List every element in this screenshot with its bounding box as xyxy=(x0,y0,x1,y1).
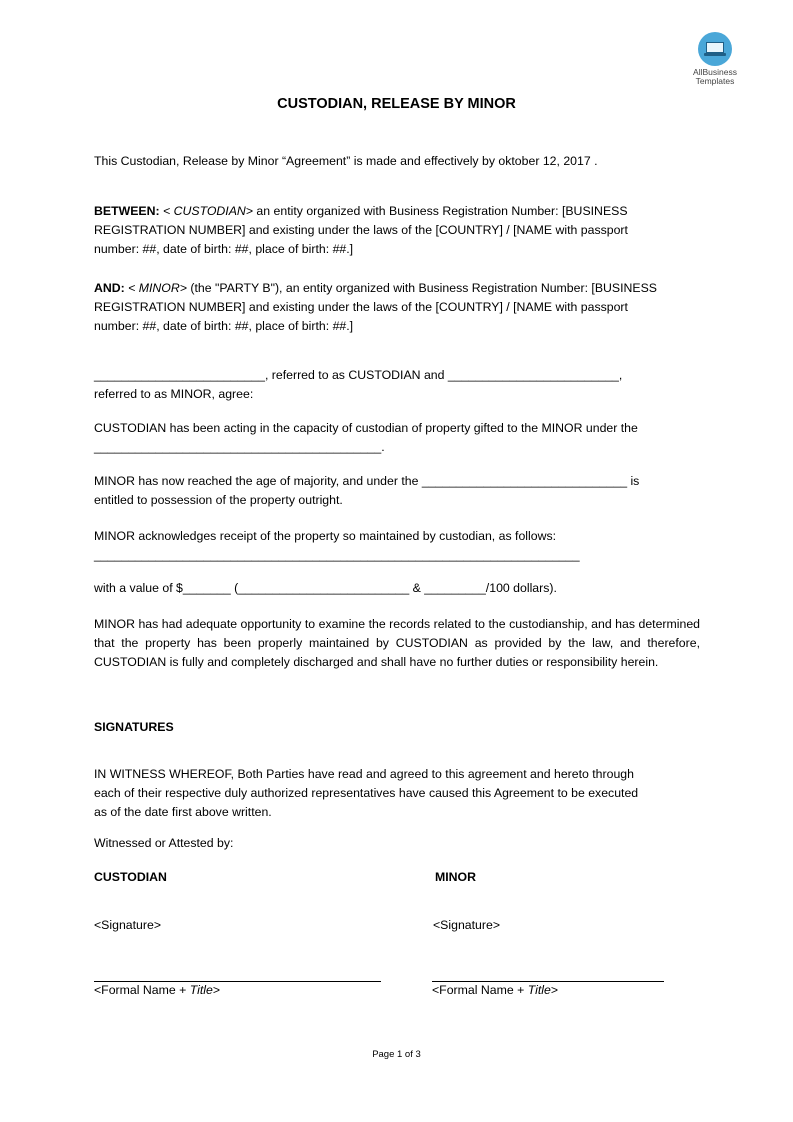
attested-line: Witnessed or Attested by: xyxy=(94,836,234,850)
witness-paragraph: IN WITNESS WHEREOF, Both Parties have read and agreed to this agreement and hereto through each of their respective duly authorized representatives have caused this Agreement to be executed as of the date first above written. xyxy=(94,767,639,819)
between-label: BETWEEN: xyxy=(94,204,160,218)
referred-paragraph: _________________________, referred to as CUSTODIAN and _________________________, referred to as MINOR, agree: xyxy=(94,368,623,401)
value-paragraph: with a value of $_______ (_________________________ & _________/100 dollars). xyxy=(94,581,557,595)
page-number: Page 1 of 3 xyxy=(372,1049,421,1060)
logo xyxy=(686,32,744,86)
examine-paragraph: MINOR has had adequate opportunity to examine the records related to the custodianship, and has determined that the property has been properly maintained by CUSTODIAN as provided by the law, and therefore, CUSTODIAN is fully and completely discharged and shall have no further duties or responsibility herein. xyxy=(94,617,700,669)
acting-paragraph: CUSTODIAN has been acting in the capacity of custodian of property gifted to the MINOR under the __________________________________________. xyxy=(94,421,638,454)
signatures-heading: SIGNATURES xyxy=(94,720,174,734)
minor-signature-line xyxy=(432,981,664,982)
custodian-signature-placeholder: <Signature> xyxy=(94,918,162,932)
custodian-signature-heading: CUSTODIAN xyxy=(94,870,167,884)
acknowledges-paragraph: MINOR acknowledges receipt of the property so maintained by custodian, as follows: _______________________________________________________________________ xyxy=(94,529,580,562)
document-title: CUSTODIAN, RELEASE BY MINOR xyxy=(277,96,516,112)
custodian-party: < CUSTODIAN> xyxy=(163,204,253,218)
minor-party: < MINOR> xyxy=(128,281,187,295)
intro-paragraph: This Custodian, Release by Minor “Agreement” is made and effectively by oktober 12, 2017 . xyxy=(94,154,598,168)
minor-formal-name: <Formal Name + Title> xyxy=(432,983,558,997)
majority-paragraph: MINOR has now reached the age of majority, and under the ______________________________ is entitled to possession of the property outright. xyxy=(94,474,640,507)
laptop-icon xyxy=(698,32,732,66)
custodian-formal-name: <Formal Name + Title> xyxy=(94,983,220,997)
and-label: AND: xyxy=(94,281,125,295)
minor-signature-placeholder: <Signature> xyxy=(433,918,501,932)
and-paragraph: AND: < MINOR> (the "PARTY B"), an entity organized with Business Registration Number: [BUSINESS REGISTRATION NUMBER] and existing under the laws of the [COUNTRY] / [NAME with passport number: ##, date of birth: ##, place of birth: ##.] xyxy=(94,281,658,333)
minor-signature-heading: MINOR xyxy=(435,870,476,884)
logo-text: AllBusiness Templates xyxy=(693,67,737,86)
between-paragraph: BETWEEN: < CUSTODIAN> an entity organized with Business Registration Number: [BUSINESS REGISTRATION NUMBER] and existing under the laws of the [COUNTRY] / [NAME with passport number: ##, date of birth: ##, place of birth: ##.] xyxy=(94,204,628,256)
custodian-signature-line xyxy=(94,981,381,982)
